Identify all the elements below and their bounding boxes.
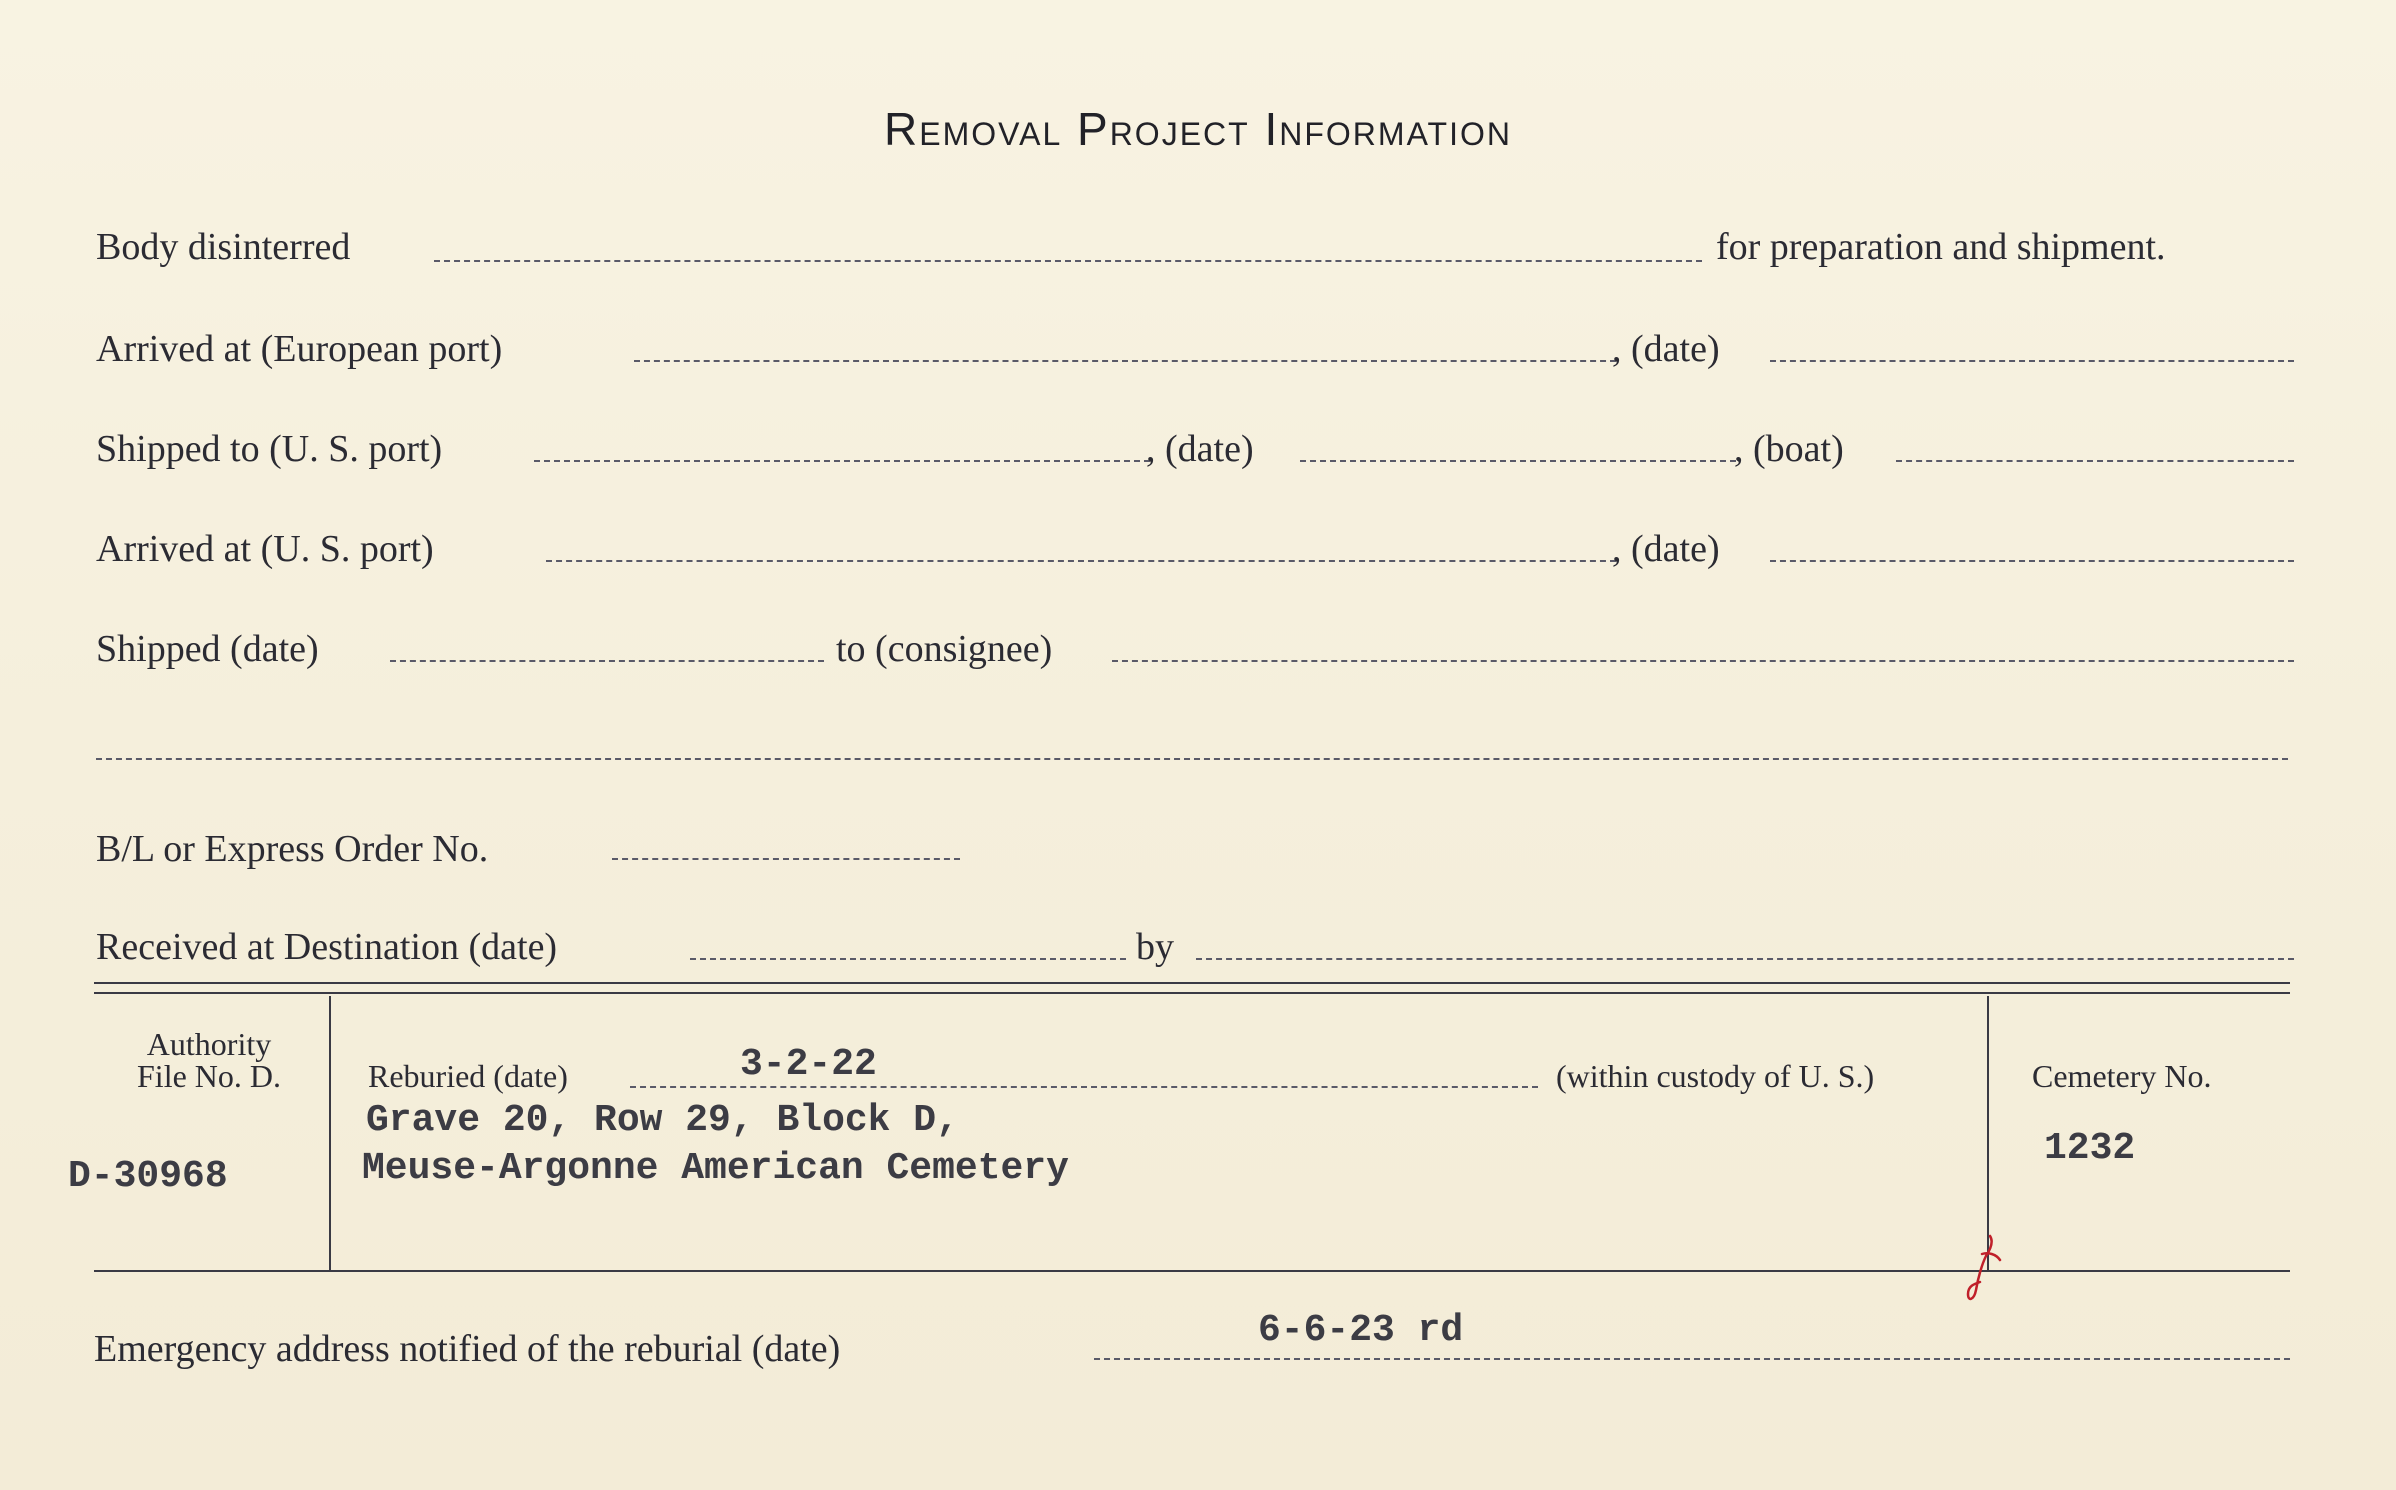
cemetery-divider	[1987, 996, 1989, 1270]
arrived-european-port-line	[634, 360, 1616, 362]
preparation-shipment-label: for preparation and shipment.	[1716, 226, 2166, 268]
shipped-date-label: , (date)	[1146, 428, 1254, 470]
boat-label: , (boat)	[1734, 428, 1844, 470]
shipped-date-field-label: Shipped (date)	[96, 628, 319, 670]
bl-express-line	[612, 858, 960, 860]
cemetery-no-label: Cemetery No.	[2032, 1058, 2212, 1094]
body-disinterred-label: Body disinterred	[96, 226, 351, 268]
file-no-label: File No. D.	[137, 1058, 281, 1094]
arrived-european-port-label: Arrived at (European port)	[96, 328, 503, 370]
grave-location-line: Grave 20, Row 29, Block D,	[366, 1099, 959, 1142]
emergency-date-value: 6-6-23 rd	[1258, 1309, 1464, 1352]
received-destination-label: Received at Destination (date)	[96, 926, 558, 968]
authority-divider	[329, 996, 331, 1270]
body-disinterred-line	[434, 260, 1702, 262]
custody-label: (within custody of U. S.)	[1556, 1058, 1875, 1094]
reburied-date-line	[630, 1086, 1538, 1088]
received-destination-line	[690, 958, 1126, 960]
emergency-address-label: Emergency address notified of the reburial (date)	[94, 1328, 841, 1370]
european-date-label: , (date)	[1612, 328, 1720, 370]
shipped-us-port-line	[534, 460, 1150, 462]
arrived-us-date-line	[1770, 560, 2294, 562]
consignee-line	[1112, 660, 2294, 662]
consignee-continuation-line	[96, 758, 2288, 760]
cemetery-number: 1232	[2044, 1127, 2136, 1170]
shipped-date-line	[1300, 460, 1736, 462]
received-by-label: by	[1136, 926, 1174, 968]
authority-file-number: D-30968	[68, 1155, 228, 1198]
arrived-us-port-line	[546, 560, 1616, 562]
reburied-date-value: 3-2-22	[740, 1043, 877, 1086]
european-date-line	[1770, 360, 2294, 362]
shipped-us-port-label: Shipped to (U. S. port)	[96, 428, 443, 470]
emergency-date-line	[1094, 1358, 2290, 1360]
handwritten-initials-mark	[1960, 1232, 2010, 1304]
boat-line	[1896, 460, 2294, 462]
authority-label: Authority	[146, 1026, 272, 1062]
reburied-date-label: Reburied (date)	[368, 1058, 568, 1094]
consignee-label: to (consignee)	[836, 628, 1053, 670]
arrived-us-port-label: Arrived at (U. S. port)	[96, 528, 434, 570]
table-top-rule-1	[94, 982, 2290, 984]
cemetery-name-line: Meuse-Argonne American Cemetery	[362, 1147, 1069, 1190]
bl-express-label: B/L or Express Order No.	[96, 828, 489, 870]
table-top-rule-2	[94, 992, 2290, 994]
arrived-us-date-label: , (date)	[1612, 528, 1720, 570]
shipped-date-field-line	[390, 660, 824, 662]
received-by-line	[1196, 958, 2294, 960]
card-title: Removal Project Information	[884, 103, 1512, 155]
